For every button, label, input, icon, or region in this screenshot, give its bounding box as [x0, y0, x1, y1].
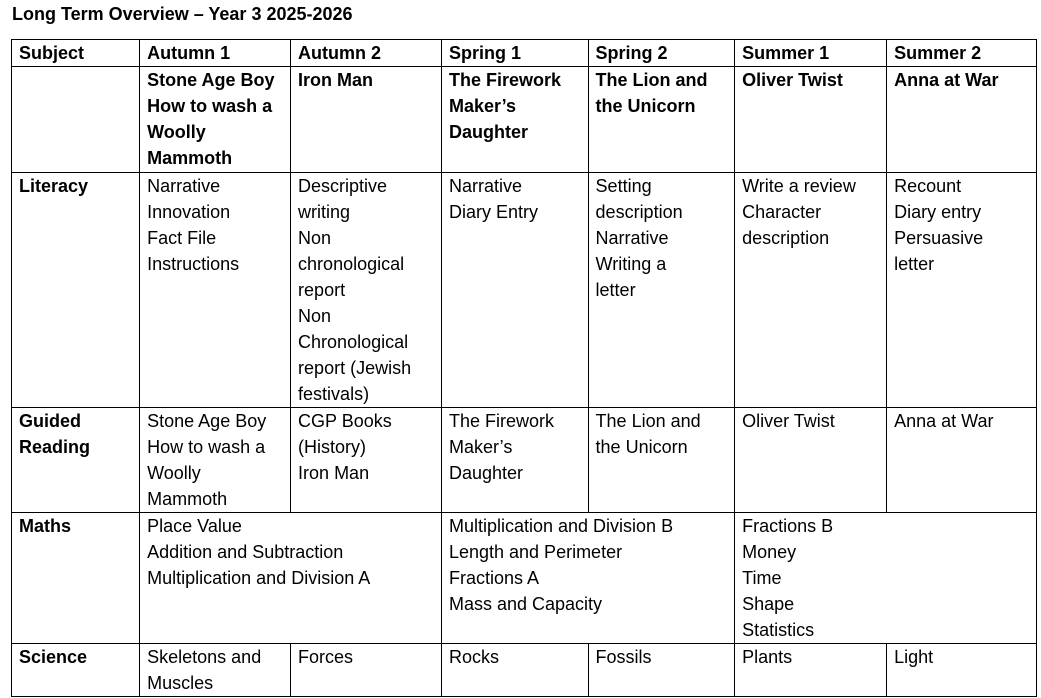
texts-spring-1-cell	[441, 67, 588, 173]
cell-line: Non	[298, 228, 332, 248]
science-summer-2-cell	[887, 644, 1037, 697]
literacy-row	[12, 173, 1037, 408]
cell-line: The Lion and	[595, 70, 708, 90]
cell-line: the Unicorn	[595, 96, 696, 116]
cell-line: Write a review	[742, 176, 856, 196]
cell-line: Addition and Subtraction	[147, 542, 344, 562]
cell-line: Multiplication and Division B	[448, 516, 674, 536]
cell-line: Iron Man	[298, 463, 370, 483]
cell-line: Recount	[894, 176, 962, 196]
science-label-cell	[12, 644, 140, 697]
cell-line: Woolly	[147, 122, 206, 142]
cell-line: The Firework	[448, 70, 561, 90]
cell-line: Chronological	[298, 332, 409, 352]
cell-line: Skeletons and	[147, 647, 262, 667]
texts-label-cell	[12, 67, 140, 173]
guided-reading-summer-2-cell	[887, 408, 1037, 513]
cell-line: Iron Man	[298, 70, 374, 90]
cell-line: Fractions B	[742, 516, 834, 536]
header-subject: Subject	[12, 40, 140, 67]
maths-label-cell	[12, 513, 140, 644]
maths-spring-cell	[441, 513, 734, 644]
cell-line: Maker’s	[448, 437, 513, 457]
header-spring-1: Spring 1	[441, 40, 588, 67]
cell-line: Plants	[742, 647, 793, 667]
texts-row	[12, 67, 1037, 173]
cell-line: chronological	[298, 254, 405, 274]
cell-line: Writing a	[595, 254, 667, 274]
literacy-summer-1-cell	[735, 173, 887, 408]
cell-line: description	[595, 202, 683, 222]
cell-line: Shape	[742, 594, 795, 614]
cell-line: Narrative	[595, 228, 669, 248]
cell-line: Fact File	[147, 228, 217, 248]
texts-summer-1-cell	[735, 67, 887, 173]
cell-line: Oliver Twist	[742, 70, 843, 90]
cell-line: The Lion and	[595, 411, 701, 431]
cell-line: Anna at War	[894, 70, 999, 90]
cell-line: How to wash a	[147, 96, 273, 116]
literacy-label-cell	[12, 173, 140, 408]
cell-line: description	[742, 228, 830, 248]
guided-reading-label-cell	[12, 408, 140, 513]
cell-line: Place Value	[147, 516, 242, 536]
cell-line: Mammoth	[147, 489, 228, 509]
cell-line: Persuasive	[894, 228, 984, 248]
cell-line: Mammoth	[147, 148, 233, 168]
cell-line: Multiplication and Division A	[147, 568, 371, 588]
cell-line: letter	[595, 280, 636, 300]
cell-line: Rocks	[448, 647, 499, 667]
cell-line: Fossils	[595, 647, 652, 667]
cell-line: Stone Age Boy	[147, 411, 267, 431]
cell-line: Light	[894, 647, 934, 667]
cell-line: Anna at War	[894, 411, 994, 431]
cell-line: Narrative	[147, 176, 221, 196]
cell-line: Statistics	[742, 620, 815, 640]
cell-line: Diary Entry	[448, 202, 538, 222]
maths-summer-cell	[735, 513, 1037, 644]
header-autumn-2: Autumn 2	[291, 40, 442, 67]
literacy-summer-2-cell	[887, 173, 1037, 408]
guided-reading-autumn-2-cell	[291, 408, 442, 513]
cell-line: Diary entry	[894, 202, 982, 222]
header-autumn-1: Autumn 1	[140, 40, 291, 67]
cell-line: Setting	[595, 176, 652, 196]
science-spring-2-cell	[588, 644, 735, 697]
maths-autumn-cell	[140, 513, 442, 644]
header-spring-2: Spring 2	[588, 40, 735, 67]
cell-line: Reading	[19, 437, 91, 457]
cell-line: CGP Books	[298, 411, 392, 431]
cell-line: Time	[742, 568, 782, 588]
cell-line: Muscles	[147, 673, 214, 693]
cell-line: Money	[742, 542, 797, 562]
header-row	[12, 40, 1037, 67]
cell-line: Fractions A	[448, 568, 540, 588]
cell-line: report (Jewish	[298, 358, 412, 378]
cell-line: Narrative	[448, 176, 522, 196]
cell-line: Descriptive	[298, 176, 388, 196]
cell-line: The Firework	[448, 411, 554, 431]
guided-reading-spring-2-cell	[588, 408, 735, 513]
cell-line: (History)	[298, 437, 367, 457]
cell-line: Forces	[298, 647, 354, 667]
literacy-autumn-1-cell	[140, 173, 291, 408]
texts-spring-2-cell	[588, 67, 735, 173]
cell-line: the Unicorn	[595, 437, 688, 457]
cell-line: Daughter	[448, 122, 528, 142]
cell-line: Stone Age Boy	[147, 70, 275, 90]
cell-line: Instructions	[147, 254, 240, 274]
cell-line: Science	[19, 647, 88, 667]
science-spring-1-cell	[441, 644, 588, 697]
literacy-autumn-2-cell	[291, 173, 442, 408]
cell-line: Non	[298, 306, 332, 326]
cell-line: Length and Perimeter	[448, 542, 623, 562]
cell-line: Maths	[19, 516, 72, 536]
cell-line: Innovation	[147, 202, 231, 222]
texts-autumn-2-cell	[291, 67, 442, 173]
cell-line: Guided	[19, 411, 81, 431]
guided-reading-spring-1-cell	[441, 408, 588, 513]
document-title: Long Term Overview – Year 3 2025-2026	[12, 4, 353, 24]
literacy-spring-1-cell	[441, 173, 588, 408]
texts-summer-2-cell	[887, 67, 1037, 173]
cell-line: Mass and Capacity	[448, 594, 603, 614]
cell-line: Daughter	[448, 463, 524, 483]
guided-reading-autumn-1-cell	[140, 408, 291, 513]
cell-line: report	[298, 280, 346, 300]
long-term-overview-table	[11, 39, 1037, 697]
maths-row	[12, 513, 1037, 644]
science-summer-1-cell	[735, 644, 887, 697]
science-row	[12, 644, 1037, 697]
science-autumn-2-cell	[291, 644, 442, 697]
header-summer-2: Summer 2	[887, 40, 1037, 67]
cell-line: Literacy	[19, 176, 89, 196]
cell-line: How to wash a	[147, 437, 266, 457]
cell-line: letter	[894, 254, 935, 274]
cell-line: festivals)	[298, 384, 370, 404]
cell-line: Character	[742, 202, 822, 222]
science-autumn-1-cell	[140, 644, 291, 697]
header-summer-1: Summer 1	[735, 40, 887, 67]
literacy-spring-2-cell	[588, 173, 735, 408]
cell-line: Oliver Twist	[742, 411, 835, 431]
guided-reading-row	[12, 408, 1037, 513]
texts-autumn-1-cell	[140, 67, 291, 173]
cell-line: Woolly	[147, 463, 201, 483]
cell-line: writing	[298, 202, 351, 222]
guided-reading-summer-1-cell	[735, 408, 887, 513]
cell-line: Maker’s	[448, 96, 517, 116]
